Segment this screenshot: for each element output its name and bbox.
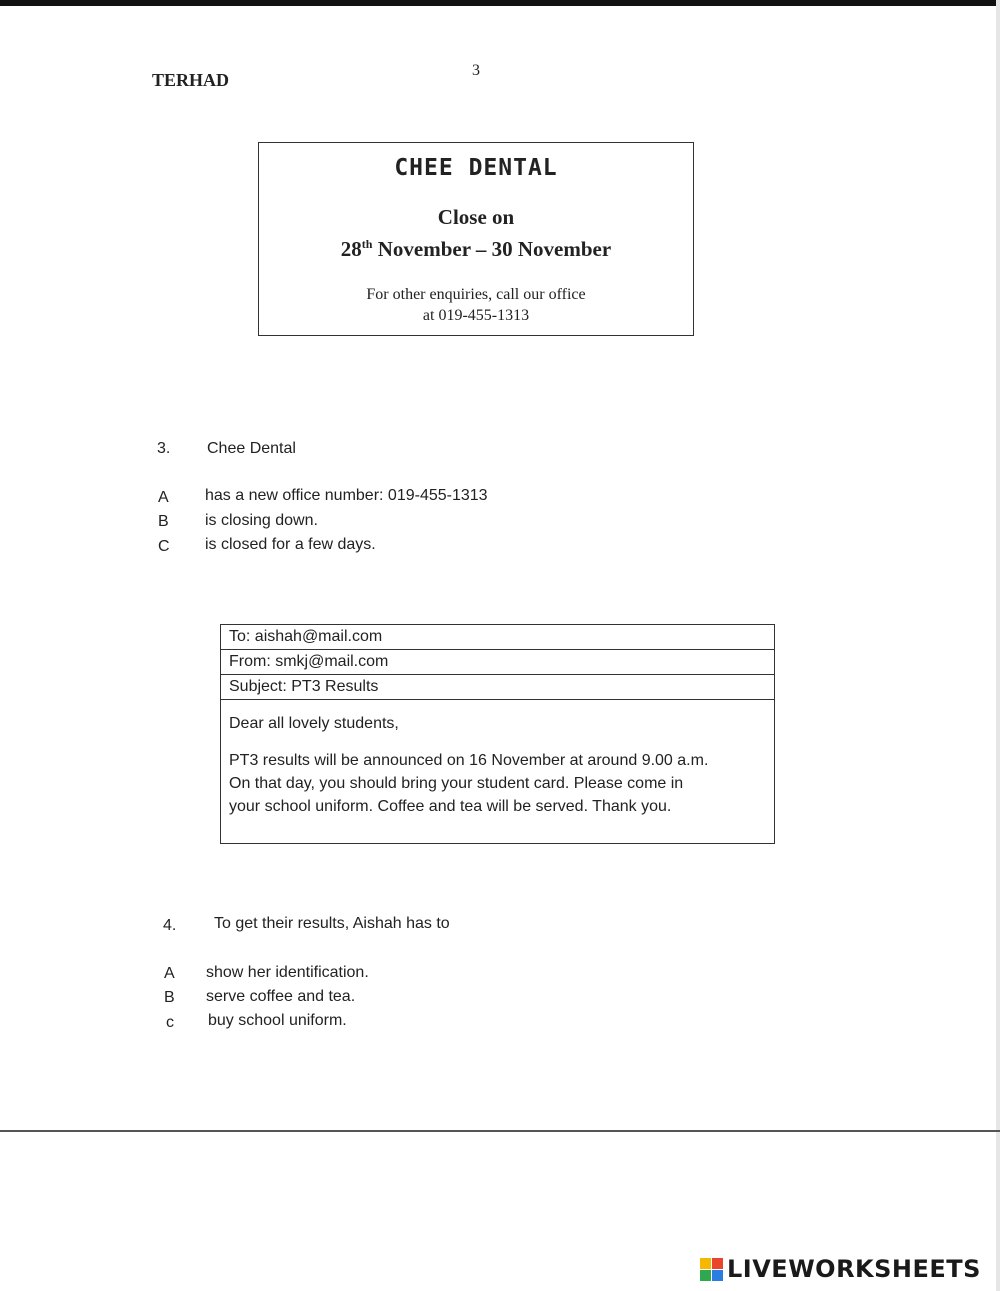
logo-square-2 <box>712 1258 723 1269</box>
brand-name: LIVEWORKSHEETS <box>727 1255 981 1283</box>
q3-option-a-text[interactable]: has a new office number: 019-455-1313 <box>205 487 488 504</box>
q3-option-c-text[interactable]: is closed for a few days. <box>205 536 376 553</box>
page-number: 3 <box>472 62 480 79</box>
top-edge-rule <box>0 0 1000 6</box>
question-4-number: 4. <box>163 917 177 934</box>
liveworksheets-logo-icon <box>700 1258 723 1281</box>
email-message <box>220 624 775 844</box>
logo-square-3 <box>700 1270 711 1281</box>
notice-date-rest: November – 30 November <box>372 237 612 261</box>
q3-option-b-text[interactable]: is closing down. <box>205 512 318 529</box>
notice-close-heading: Close on <box>437 205 515 229</box>
q4-option-a-text[interactable]: show her identification. <box>206 964 369 981</box>
email-message-text <box>229 749 766 818</box>
liveworksheets-brand <box>700 1255 981 1283</box>
notice-date-day: 28 <box>340 237 362 261</box>
logo-square-1 <box>700 1258 711 1269</box>
email-from: From: smkj@mail.com <box>221 650 774 675</box>
logo-square-4 <box>712 1270 723 1281</box>
notice-title: CHEE DENTAL <box>394 155 558 181</box>
email-line-1: PT3 results will be announced on 16 November at around 9.00 a.m. <box>229 752 709 769</box>
q4-option-b-text[interactable]: serve coffee and tea. <box>206 988 356 1005</box>
page-edge <box>996 0 1000 1291</box>
header-label: TERHAD <box>152 70 230 90</box>
q4-option-c-text[interactable]: buy school uniform. <box>208 1012 347 1029</box>
question-3-stem: Chee Dental <box>207 440 296 457</box>
question-3-number: 3. <box>157 440 171 457</box>
notice-date-suffix: th <box>361 237 373 251</box>
notice-enquiry-line1: For other enquiries, call our office <box>366 286 586 303</box>
q4-option-a-letter[interactable]: A <box>164 965 175 982</box>
email-greeting: Dear all lovely students, <box>229 715 399 732</box>
notice-enquiry <box>259 284 693 326</box>
email-subject: Subject: PT3 Results <box>221 675 774 700</box>
email-body <box>221 700 774 818</box>
q3-option-a-letter[interactable]: A <box>158 489 169 506</box>
email-line-3: your school uniform. Coffee and tea will be served. Thank you. <box>229 798 672 815</box>
q3-option-b-letter[interactable]: B <box>158 513 169 530</box>
dental-notice <box>258 142 694 336</box>
question-4-stem: To get their results, Aishah has to <box>214 915 450 932</box>
email-to: To: aishah@mail.com <box>221 625 774 650</box>
bottom-rule <box>0 1130 1000 1132</box>
q3-option-c-letter[interactable]: C <box>158 538 170 555</box>
q4-option-c-letter[interactable]: c <box>166 1014 174 1031</box>
notice-dates <box>259 231 693 262</box>
q4-option-b-letter[interactable]: B <box>164 989 175 1006</box>
email-line-2: On that day, you should bring your student card. Please come in <box>229 775 684 792</box>
notice-enquiry-line2: at 019-455-1313 <box>422 307 530 324</box>
